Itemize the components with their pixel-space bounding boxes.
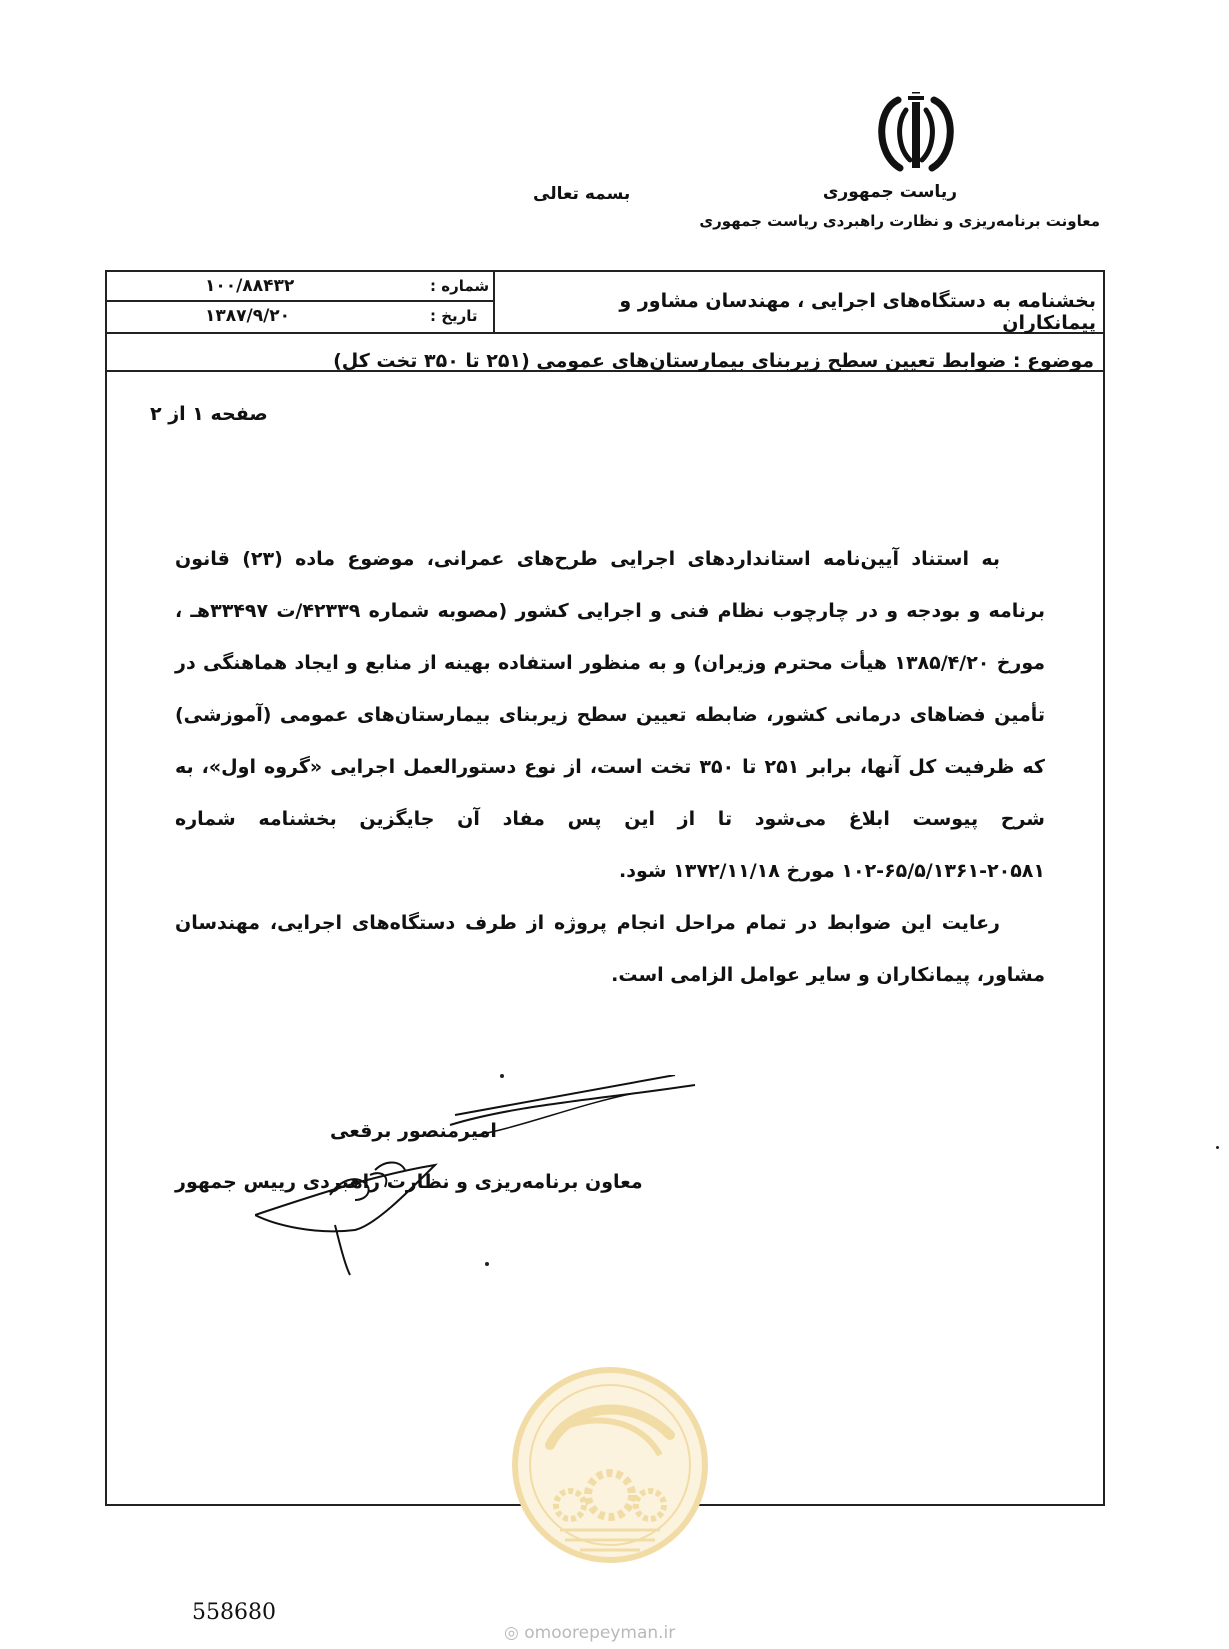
- organization-name: ریاست جمهوری: [822, 182, 957, 202]
- date-value: ۱۳۸۷/۹/۲۰: [205, 306, 291, 326]
- website-watermark: [504, 1623, 675, 1643]
- divider-number-date: [105, 300, 495, 302]
- globe-icon: ◎: [504, 1623, 519, 1643]
- ink-dot: [1216, 1146, 1219, 1149]
- number-label: شماره :: [430, 277, 490, 295]
- number-value: ۱۰۰/۸۸۴۳۲: [205, 276, 295, 296]
- ink-dot: [485, 1262, 489, 1266]
- page-indicator: صفحه ۱ از ۲: [150, 403, 268, 425]
- website-text: omoorepeyman.ir: [524, 1623, 676, 1643]
- body-paragraph-2: رعایت این ضوابط در تمام مراحل انجام پروژه از طرف دستگاه‌های اجرایی، مهندسان مشاور، پیمانکاران و سایر عوامل الزامی است.: [175, 912, 1045, 986]
- subject-line: موضوع : ضوابط تعیین سطح زیربنای بیمارستان‌های عمومی (۲۵۱ تا ۳۵۰ تخت کل): [333, 350, 1094, 372]
- sub-organization-name: معاونت برنامه‌ریزی و نظارت راهبردی ریاست جمهوری: [699, 212, 1100, 230]
- addressee: بخشنامه به دستگاه‌های اجرایی ، مهندسان مشاور و پیمانکاران: [619, 290, 1096, 334]
- divider-vertical: [493, 270, 495, 332]
- document-number: 558680: [192, 1600, 276, 1625]
- signatory-title: معاون برنامه‌ریزی و نظارت راهبردی رییس جمهور: [175, 1171, 643, 1193]
- bismillah-heading: بسمه تعالی: [533, 184, 631, 204]
- body-paragraph-1: به استناد آیین‌نامه استانداردهای اجرایی طرح‌های عمرانی، موضوع ماده (۲۳) قانون برنامه و بودجه و در چارچوب نظام فنی و اجرایی کشور (مصوبه شماره ۴۲۳۳۹/ت ۳۳۴۹۷هـ ، مورخ ۱۳۸۵/۴/۲۰ هیأت محترم وزیران) و به منظور استفاده بهینه از منابع و ایجاد هماهنگی در تأمین فضاهای درمانی کشور، ضابطه تعیین سطح زیربنای بیمارستان‌های عمومی (آموزشی) که ظرفیت کل آنها، برابر ۲۵۱ تا ۳۵۰ تخت است، از نوع دستورالعمل اجرایی «گروه اول»، به شرح پیوست ابلاغ می‌شود تا از این پس مفاد آن جایگزین بخشنامه شماره ۲۰۵۸۱-۶۵/۵/۱۳۶۱-۱۰۲ مورخ ۱۳۷۲/۱۱/۱۸ شود.: [175, 548, 1046, 882]
- signatory-name: امیرمنصور برقعی: [330, 1120, 497, 1142]
- ink-dot: [500, 1074, 504, 1078]
- letter-body: [175, 533, 1045, 1001]
- date-label: تاریخ :: [430, 307, 478, 325]
- company-seal-icon: [510, 1365, 710, 1565]
- iran-emblem-icon: [868, 92, 964, 176]
